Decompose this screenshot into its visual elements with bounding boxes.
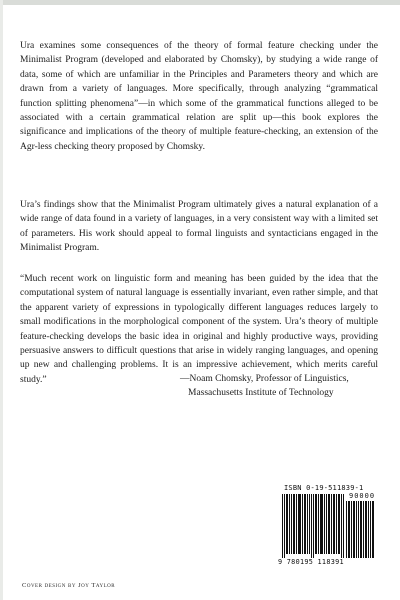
attribution-affiliation: Massachusetts Institute of Technology <box>188 388 334 399</box>
isbn-label: ISBN 0-19-511839-1 <box>284 484 364 492</box>
price-addon-digits: 90000 <box>349 492 376 500</box>
left-edge-strip <box>0 0 3 600</box>
endorsement-quote: “Much recent work on linguistic form and meaning has been guided by the idea that the computational system of natural language is essentially invariant, even rather simple, and that the apparent variety of expressions in typologically different languages reduces largely to small modifications in the morphological component of the system. Ura’s theory of multiple feature-checking develops the basic idea in original and highly productive ways, providing persuasive answers to difficult questions that arise in widely ranging languages, and opening up new and challenging problems. It is an impressive achievement, which merits careful study.” <box>20 274 378 385</box>
ean-digits: 9 780195 118391 <box>278 558 344 566</box>
attribution-name: —Noam Chomsky, Professor of Linguistics, <box>180 374 349 384</box>
description-paragraph-2: Ura’s findings show that the Minimalist Program ultimately gives a natural explanation of a wide range of data found in a variety of languages, in a very consistent way with a limited set of parameters. His work should appeal to formal linguists and syntacticians engaged in the Minimalist Program. <box>20 200 378 254</box>
addon-barcode-icon <box>346 501 374 558</box>
barcode-area <box>278 484 378 572</box>
quote-attribution <box>180 372 370 401</box>
ean-barcode-icon <box>282 494 344 558</box>
description-paragraph-1: Ura examines some consequences of the theory of formal feature checking under the Minimalist Program (developed and elaborated by Chomsky), by studying a wide range of data, some of which are unfamiliar in the Principles and Parameters theory and which are drawn from a variety of languages. More specifically, through analyzing “grammatical function splitting phenomena”—in which some of the grammatical functions alleged to be associated with a certain grammatical relation are split up—this book explores the significance and implications of the theory of multiple feature-checking, an extension of the Agr-less checking theory proposed by Chomsky. <box>20 41 378 152</box>
top-edge-strip <box>0 0 400 5</box>
cover-design-credit: Cover design by Joy Taylor <box>22 582 116 589</box>
